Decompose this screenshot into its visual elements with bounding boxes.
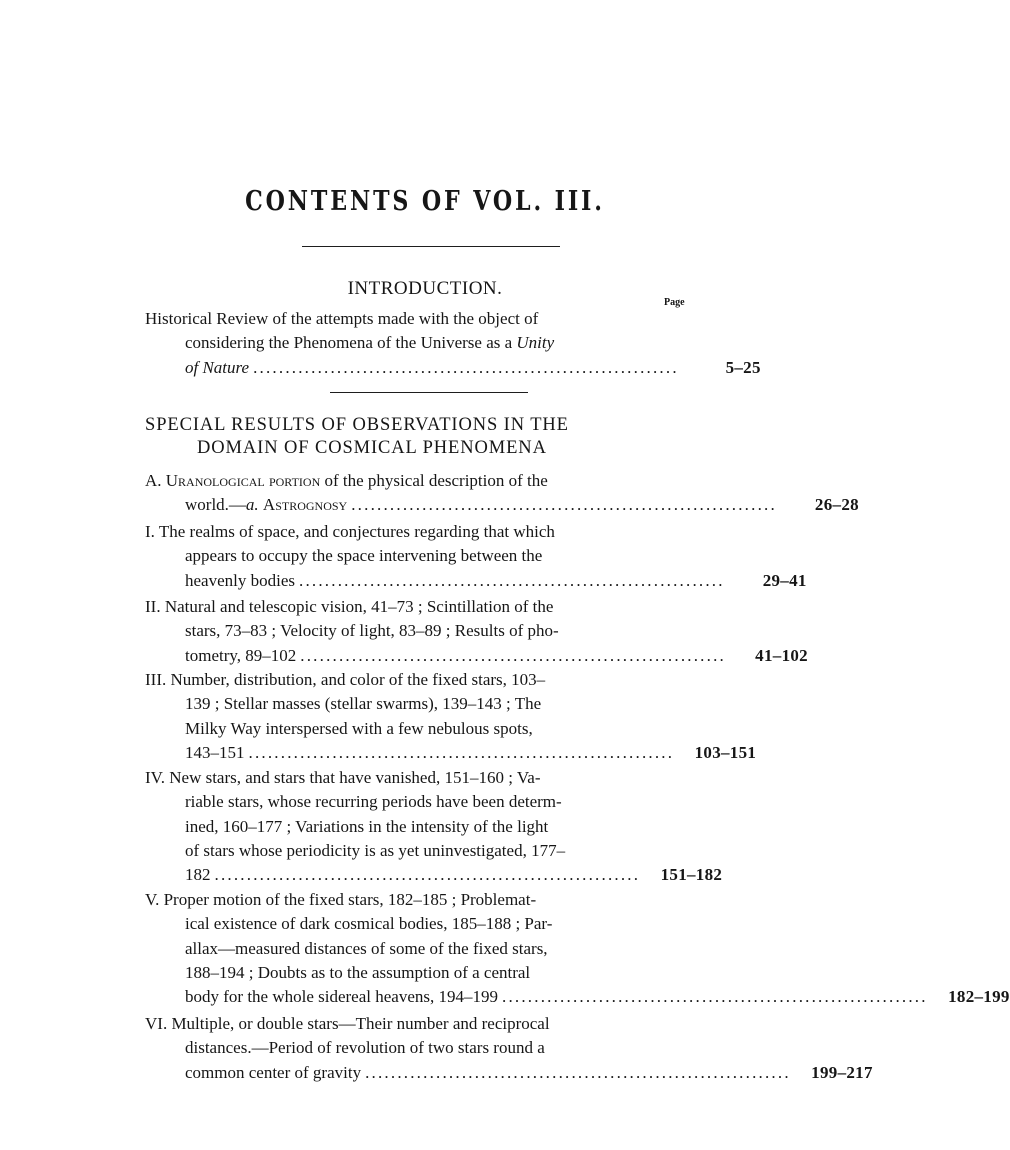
entry-last-line: 143–151 .................................................................. 103–151 — [145, 741, 705, 765]
page-range: 41–102 — [755, 645, 808, 665]
entry-line: 188–194 ; Doubts as to the assumption of a central — [185, 962, 531, 982]
entry-italic-text: Unity — [516, 333, 555, 353]
toc-entry-introduction — [145, 307, 761, 380]
leader-dots: .................................................................. — [299, 570, 725, 590]
toc-entry-v — [145, 888, 1010, 1009]
entry-line: 139 ; Stellar masses (stellar swarms), 139–143 ; The — [185, 694, 542, 714]
entry-smallcaps-text: Uranological portion — [165, 471, 321, 490]
entry-line: I. The realms of space, and conjectures regarding that which — [145, 522, 555, 541]
entry-italic-text: of Nature — [185, 357, 250, 377]
entry-line: V. Proper motion of the fixed stars, 182–185 ; Problemat- — [145, 890, 537, 909]
section-heading-line: SPECIAL RESULTS OF OBSERVATIONS IN THE — [145, 415, 569, 435]
entry-last-line: common center of gravity .................................................................. 199–217 — [145, 1061, 705, 1085]
entry-line: allax—measured distances of some of the fixed stars, — [185, 938, 548, 958]
page-range: 199–217 — [811, 1062, 873, 1082]
entry-line: II. Natural and telescopic vision, 41–73 ; Scintillation of the — [145, 597, 554, 616]
entry-last-line — [145, 356, 761, 380]
toc-entry-a — [145, 469, 859, 518]
entry-last-line: heavenly bodies .................................................................. 29–41 — [145, 569, 705, 593]
entry-line: ical existence of dark cosmical bodies, 185–188 ; Par- — [185, 914, 553, 934]
entry-line: VI. Multiple, or double stars—Their number and reciprocal — [145, 1014, 550, 1033]
toc-entry-iv — [145, 766, 723, 887]
leader-dots: .................................................................. — [351, 495, 777, 515]
entry-line: IV. New stars, and stars that have vanished, 151–160 ; Va- — [145, 768, 541, 787]
title-rule — [302, 246, 560, 247]
leader-dots: .................................................................. — [365, 1062, 791, 1082]
section-heading-line: DOMAIN OF COSMICAL PHENOMENA — [197, 438, 547, 458]
page-range: 103–151 — [694, 742, 757, 762]
leader-dots: .................................................................. — [248, 742, 675, 762]
page-range: 151–182 — [660, 865, 723, 885]
entry-line: stars, 73–83 ; Velocity of light, 83–89 ; Results of pho- — [185, 621, 559, 641]
entry-last-line: 182 .................................................................. 151–182 — [145, 863, 705, 887]
page-column-label: Page — [664, 297, 685, 308]
leader-dots: .................................................................. — [214, 865, 641, 885]
leader-dots: .................................................................. — [253, 357, 679, 377]
section-rule — [330, 392, 528, 393]
entry-last-line: world.—a. Astrognosy .................................................................. 26–28 — [145, 493, 705, 517]
entry-line: riable stars, whose recurring periods have been determ- — [185, 792, 562, 812]
page-range: 29–41 — [762, 570, 807, 590]
entry-last-line: body for the whole sidereal heavens, 194–199 .................................................................. 182–199 — [145, 985, 705, 1009]
entry-line: III. Number, distribution, and color of the fixed stars, 103– — [145, 670, 546, 689]
entry-line: distances.—Period of revolution of two stars round a — [185, 1038, 545, 1058]
toc-entry-iii — [145, 668, 757, 765]
entry-line: A. Uranological portion of the physical description of the — [145, 471, 548, 490]
entry-last-line: tometry, 89–102 .................................................................. 41–102 — [145, 644, 705, 668]
entry-line: of stars whose periodicity is as yet uninvestigated, 177– — [185, 840, 566, 860]
entry-line: considering the Phenomena of the Universe as a Unity — [185, 333, 555, 353]
page-range: 26–28 — [814, 495, 859, 515]
entry-line: ined, 160–177 ; Variations in the intensity of the light — [185, 816, 549, 836]
toc-entry-i — [145, 520, 807, 593]
page-range: 5–25 — [725, 357, 761, 377]
entry-line: Historical Review of the attempts made with the object of — [145, 309, 539, 328]
introduction-heading: INTRODUCTION. — [347, 278, 503, 299]
page-range: 182–199 — [948, 987, 1010, 1007]
page-title: CONTENTS OF VOL. III. — [245, 186, 605, 217]
toc-entry-ii — [145, 595, 808, 668]
entry-smallcaps-text: Astrognosy — [262, 495, 348, 515]
leader-dots: .................................................................. — [502, 987, 928, 1007]
entry-line: appears to occupy the space intervening between the — [185, 546, 543, 566]
leader-dots: .................................................................. — [300, 645, 726, 665]
entry-line: Milky Way interspersed with a few nebulous spots, — [185, 718, 533, 738]
toc-entry-vi — [145, 1012, 873, 1085]
section-heading — [145, 414, 635, 460]
